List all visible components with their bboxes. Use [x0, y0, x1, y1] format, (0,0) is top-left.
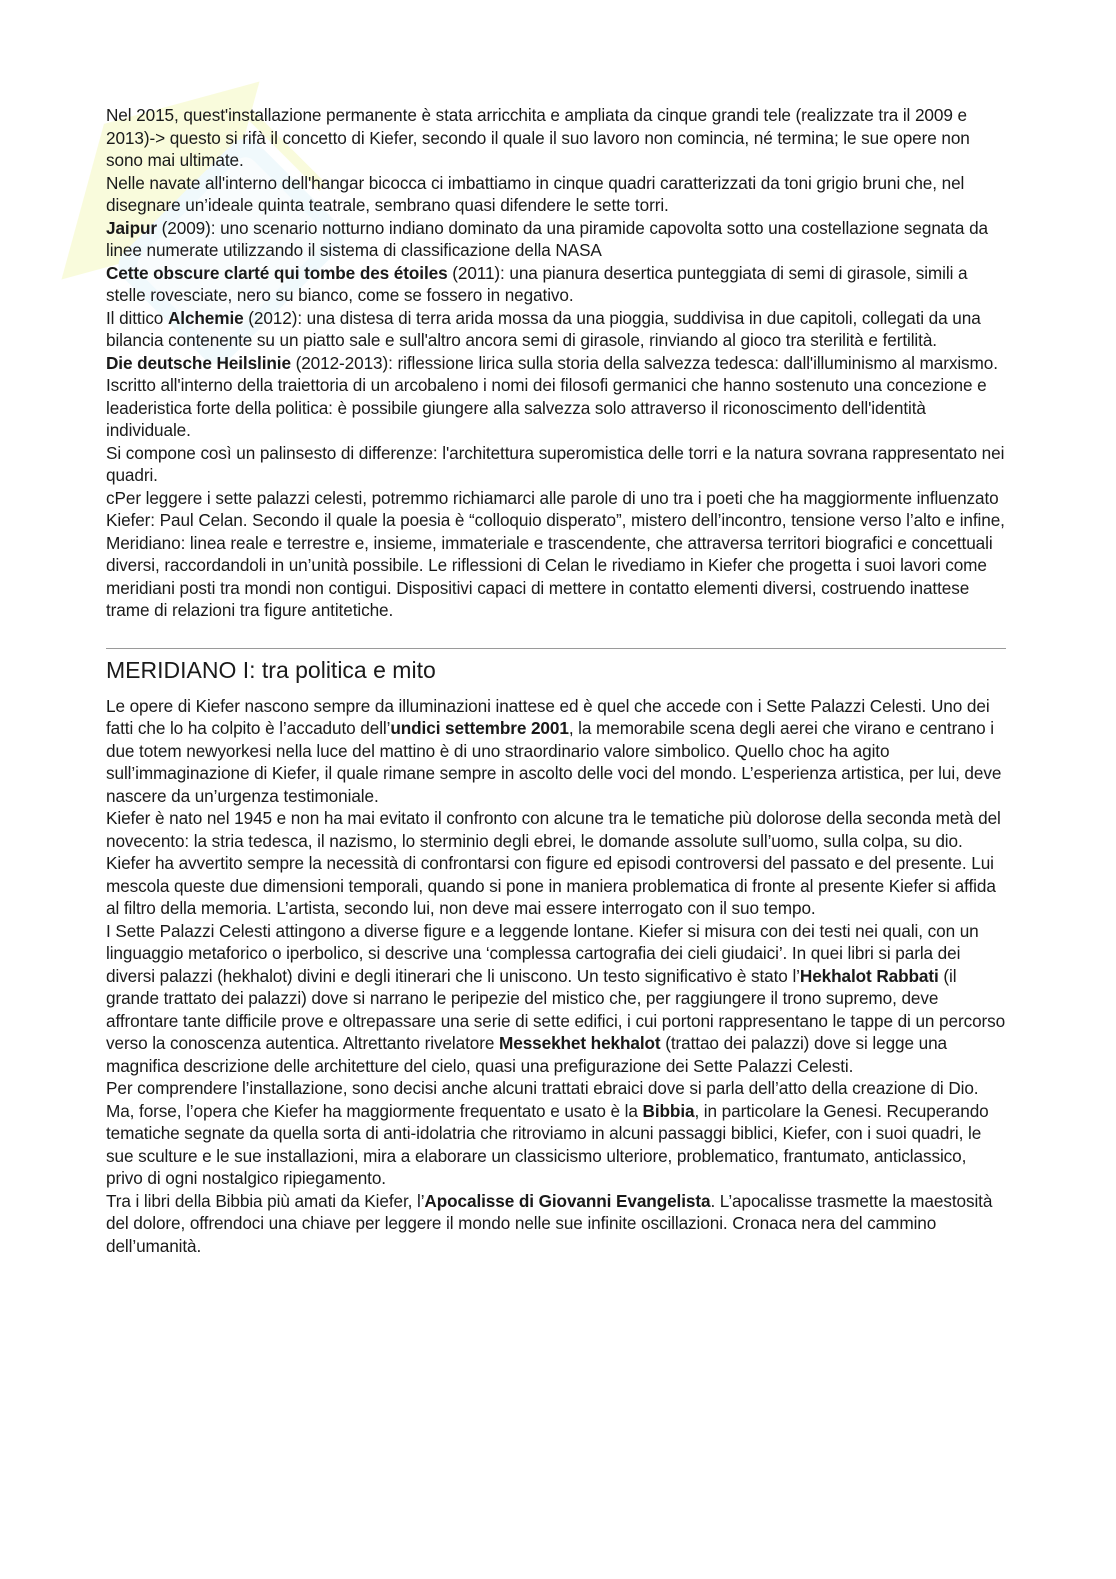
paragraph — [106, 487, 1006, 622]
section-heading: MERIDIANO I: tra politica e mito — [106, 656, 436, 683]
text-run: cPer leggere i sette palazzi celesti, potremmo richiamarci alle parole di uno tra i poeti che ha maggiormente influenzato Kiefer: Paul Celan. Secondo il quale la poesia è “colloquio disperato”, mistero dell’incontro, tensione verso l’alto e infine, Meridiano: linea reale e terrestre e, insieme, immateriale e trascendente, che attraversa territori biografici e concettuali diversi, raccordandoli in un’unità possibile. Le riflessioni di Celan le rivediamo in Kiefer che progetta i suoi lavori come meridiani posti tra mondi non contigui. Dispositivi capaci di mettere in contatto elementi diversi, costruendo inattese trame di relazioni tra figure antitetiche. — [106, 487, 1005, 620]
paragraph — [106, 172, 1006, 217]
text-run: (2012-2013): riflessione lirica sulla storia della salvezza tedesca: dall'illuminismo al marxismo. Iscritto all'interno della traiettoria di un arcobaleno i nomi dei filosofi germanici che hanno sostenuto una concezione e leaderistica forte della politica: è possibile giungere alla salvezza solo attraverso il riconoscimento dell'identità individuale. — [106, 352, 998, 440]
text-run: (2011): una pianura desertica punteggiata di semi di girasole, simili a stelle rovesciate, nero su bianco, come se fossero in negativo. — [106, 262, 968, 305]
paragraph — [106, 307, 1006, 352]
text-run: . L’apocalisse trasmette la maestosità del dolore, offrendoci una chiave per leggere il mondo nelle sue infinite oscillazioni. Cronaca nera del cammino dell’umanità. — [106, 1190, 993, 1256]
paragraph — [106, 695, 1006, 808]
bold-term: undici settembre 2001 — [390, 718, 569, 738]
paragraph — [106, 104, 1006, 172]
text-run: , la memorabile scena degli aerei che virano e centrano i due totem newyorkesi nella luce del mattino è di uno straordinario valore simbolico. Quello choc ha agito sull’immaginazione di Kiefer, il quale rimane sempre in ascolto delle voci del mondo. L’esperienza artistica, per lui, deve nascere da un’urgenza testimoniale. — [106, 718, 1002, 806]
text-run: I Sette Palazzi Celesti attingono a diverse figure e a leggende lontane. Kiefer si misura con dei testi nei quali, con un linguaggio metaforico o iperbolico, si descrive una ‘complessa cartografia dei cieli giudaici’. In quei libri si parla dei diversi palazzi (hekhalot) divini e degli itinerari che li uniscono. Un testo significativo è stato l’ — [106, 920, 979, 986]
bold-term: Hekhalot Rabbati — [799, 965, 939, 986]
paragraph — [106, 352, 1006, 442]
paragraph — [106, 262, 1006, 307]
bold-term: Bibbia — [642, 1100, 695, 1121]
document-page — [106, 104, 1006, 1257]
bold-term: Cette obscure clarté qui tombe des étoiles — [106, 262, 448, 283]
text-run: Il dittico — [106, 307, 168, 328]
bold-term: Die deutsche Heilslinie — [106, 352, 291, 373]
text-run: (2012): una distesa di terra arida mossa da una pioggia, suddivisa in due capitoli, collegati da una bilancia contenente su un piatto sale e sull'altro ancora semi di girasole, rinviando al gioco tra sterilità e fertilità. — [106, 307, 981, 350]
text-run: Le opere di Kiefer nascono sempre da illuminazioni inattese ed è quel che accede con i Sette Palazzi Celesti. Uno dei fatti che lo ha colpito è l’accaduto dell’ — [106, 695, 990, 738]
paragraph — [106, 217, 1006, 262]
paragraph — [106, 807, 1006, 920]
bold-term: Messekhet hekhalot — [499, 1033, 661, 1053]
text-run: Tra i libri della Bibbia più amati da Kiefer, l’ — [106, 1190, 425, 1211]
text-run: , in particolare la Genesi. Recuperando tematiche segnate da quella sorta di anti-idolatria che ritroviamo in alcuni passaggi biblici, Kiefer, con i suoi quadri, le sue sculture e le sue installazioni, mira a elaborare un classicismo ulteriore, problematico, frantumato, anticlassico, privo di ogni nostalgico ripiegamento. — [106, 1100, 989, 1188]
section-meridiano — [106, 695, 1006, 1258]
section-divider — [106, 648, 1006, 649]
text-run: Nelle navate all'interno dell'hangar bicocca ci imbattiamo in cinque quadri caratterizzati da toni grigio bruni che, nel disegnare un’ideale quinta teatrale, sembrano quasi difendere le sette torri. — [106, 172, 965, 215]
text-run: (2009): uno scenario notturno indiano dominato da una piramide capovolta sotto una costellazione segnata da linee numerate utilizzando il sistema di classificazione della NASA — [106, 217, 988, 260]
paragraph — [106, 1077, 1006, 1190]
paragraph — [106, 920, 1006, 1078]
text-run: Kiefer è nato nel 1945 e non ha mai evitato il confronto con alcune tra le tematiche più dolorose della seconda metà del novecento: la stria tedesca, il nazismo, lo sterminio degli ebrei, le domande assolute sull’uomo, sulla colpa, su dio. Kiefer ha avvertito sempre la necessità di confrontarsi con figure ed episodi controversi del passato e del presente. Lui mescola queste due dimensioni temporali, quando si pone in maniera problematica di fronte al presente Kiefer si affida al filtro della memoria. L’artista, secondo lui, non deve mai essere interrogato con il suo tempo. — [106, 808, 1001, 918]
bold-term: Alchemie — [167, 307, 244, 328]
paragraph — [106, 442, 1006, 487]
text-run: (il grande trattato dei palazzi) dove si narrano le peripezie del mistico che, per raggiungere il trono supremo, deve affrontare tante difficile prove e oltrepassare una serie di sette edifici, i cui portoni rappresentano le tappe di un percorso verso la conoscenza autentica. Altrettanto rivelatore — [106, 965, 1006, 1053]
text-run: Per comprendere l’installazione, sono decisi anche alcuni trattati ebraici dove si parla dell’atto della creazione di Dio. Ma, forse, l’opera che Kiefer ha maggiormente frequentato e usato è la — [106, 1078, 979, 1121]
bold-term: Apocalisse di Giovanni Evangelista — [424, 1190, 711, 1211]
section-installation — [106, 104, 1006, 622]
text-run: (trattao dei palazzi) dove si legge una magnifica descrizione delle architetture del cielo, quasi una prefigurazione dei Sette Palazzi Celesti. — [106, 1033, 948, 1076]
bold-term: Jaipur — [106, 217, 157, 238]
text-run: Si compone così un palinsesto di differenze: l'architettura superomistica delle torri e la natura sovrana rappresentato nei quadri. — [106, 442, 1005, 485]
text-run: Nel 2015, quest'installazione permanente è stata arricchita e ampliata da cinque grandi tele (realizzate tra il 2009 e 2013)-> questo si rifà il concetto di Kiefer, secondo il quale il suo lavoro non comincia, né termina; le sue opere non sono mai ultimate. — [106, 105, 970, 170]
paragraph — [106, 1190, 1006, 1258]
